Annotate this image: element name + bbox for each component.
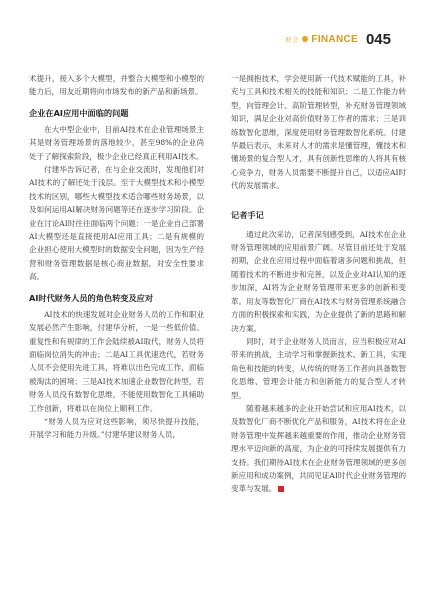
page-number: 045 — [365, 30, 391, 48]
continued-paragraph: 一是拥抱技术，学会使用新一代技术赋能的工具，补充与工具和技术相关的技能和知识；二是工作能力转型，向管理会计、高阶管理转型，补充财务管理领域知识，满足企业对高价值财务工作者的需求；三是训练数智化思维，深度使用财务管理数智化系统。付建华最后表示，未来对人才的需求是懂管理，懂技术和懂场景的复合型人才，具有创新性思维的人将具有核心竞争力，财务人员需要不断提升自己，以适应AI时代的发展需求。 — [231, 74, 406, 191]
body-paragraph: 在大中型企业中，目前AI技术在企业管理场景主其是财务管理场景的落地较少，甚至98%的企业尚处于了解探索阶段，极少企业已经真正利用AI技术。 — [29, 124, 204, 161]
section-heading-ai-problems: 企业在AI应用中面临的问题 — [29, 107, 129, 118]
body-paragraph: AI技术的快速发展对企业财务人员的工作和职业发展必然产生影响，付建华分析，一是一些低价值、重复性和有规律的工作会陆续被AI取代，财务人员将面临岗位消失的冲击；二是AI工具优速迭代，若财务人员不会使用先进工具，将难以出色完成工作，面临被淘汰的困境；三是AI技术加速企业数智化转型，若财务人员没有数智化思维，不能使用数智化工具辅助工作创新，将难以在岗位上顺利工作。 — [29, 309, 204, 413]
body-paragraph — [231, 402, 406, 496]
end-of-article-icon — [278, 486, 284, 492]
body-paragraph: 付建华告诉记者，在与企业交流时，发现他们对AI技术的了解还处于浅层。至于大模型技术和小模型技术的区别，哪些大模型技术适合哪些财务场景，以及如何运用AI解决财务问题等还在逐步学习阶段。企业在讨论AI时往往面临两个问题：一是企业自己部署AI大模型还是直接使用AI应用工具；二是有规模的企业担心使用大模型时的数据安全问题，因为生产经营和财务管理数据是核心商业数据，对安全性要求高。 — [29, 165, 204, 282]
magazine-title: FINANCE — [311, 33, 358, 45]
page-header — [285, 30, 391, 48]
body-paragraph: “财务人员为应对这些影响，须尽快提升技能，开展学习和能力升级。”付建华建议财务人员， — [29, 416, 204, 440]
section-heading-reporter-notes: 记者手记 — [231, 209, 264, 220]
right-column — [231, 72, 406, 496]
left-column — [29, 72, 204, 442]
body-paragraph: 通过此次采访，记者深刻感受到，AI技术在企业财务管理领域的应用前景广阔。尽管目前还处于发展初期，企业在应用过程中面临着诸多问题和挑战，但随着技术的不断进步和完善，以及企业对AI认知的逐步加深，AI将为企业财务管理带来更多的创新和变革。用友等数智化厂商在AI技术与财务管理系统融合方面的积极探索和实践，为企业提供了新的思路和解决方案。 — [231, 229, 406, 333]
intro-paragraph: 术提升，接入多个大模型，并整合大模型和小模型的能力后，用友近期将向市场发布的新产品和新场景。 — [29, 74, 204, 97]
circle-dot-icon — [302, 36, 308, 42]
section-heading-role-change: AI时代财务人员的角色转变及应对 — [29, 292, 154, 303]
final-paragraph-text: 随着越来越多的企业开始尝试和应用AI技术，以及数智化厂商不断优化产品和服务，AI技术将在企业财务管理中发挥越来越重要的作用，推动企业财务管理水平迈向新的高度，为企业的可持续发展提供有力支持。我们期待AI技术在企业财务管理领域的更多创新应用和成功案例，共同见证AI时代企业财务管理的变革与发展。 — [231, 403, 406, 494]
body-paragraph: 同时，对于企业财务人员而言，应当积极应对AI带来的挑战，主动学习和掌握新技术、新工具，实现角色和技能的转变，从传统的财务工作者向具备数智化思维、管理会计能力和创新能力的复合型人才转型。 — [231, 336, 406, 400]
section-label: 财会 — [285, 36, 300, 44]
